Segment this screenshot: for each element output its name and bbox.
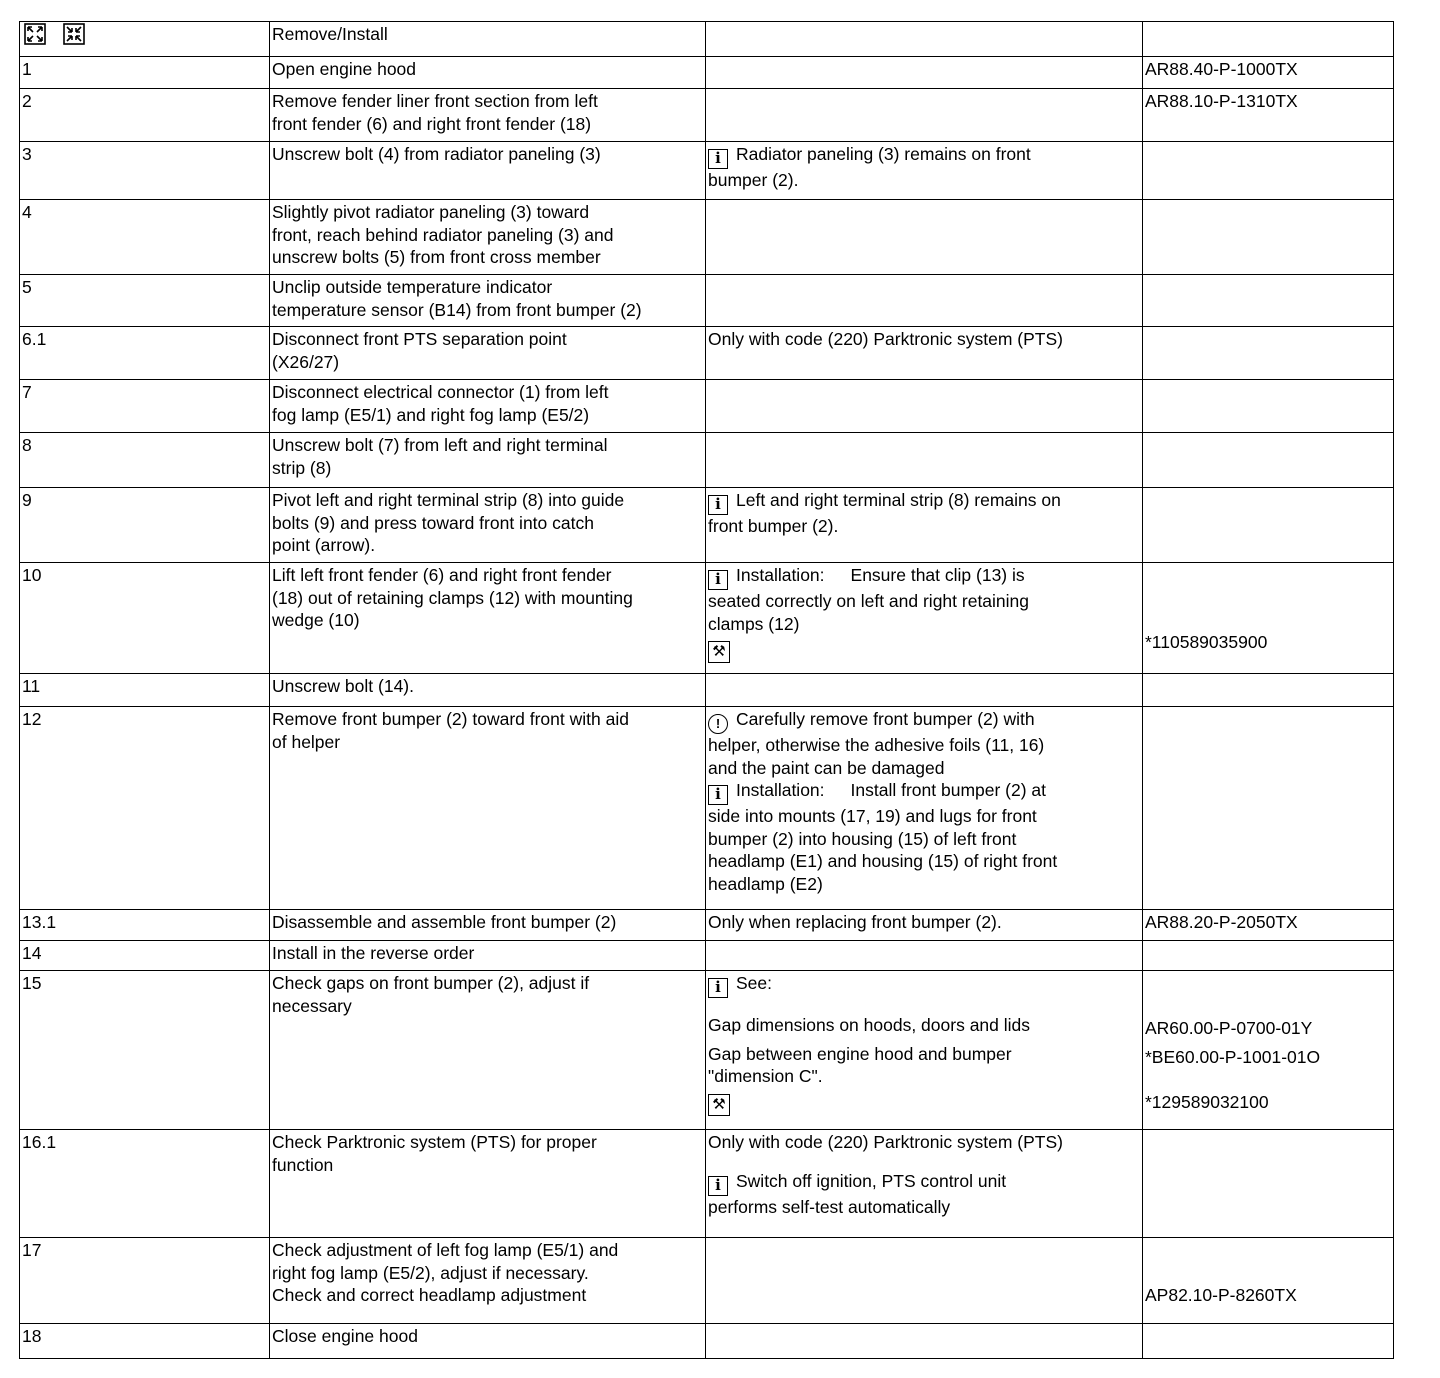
step-action: Unscrew bolt (14). (270, 674, 706, 707)
step-number: 14 (20, 941, 270, 971)
header-title: Remove/Install (270, 22, 706, 57)
info-icon: i (708, 570, 728, 590)
table-row (20, 1130, 1394, 1238)
step-action: Slightly pivot radiator paneling (3) toward front, reach behind radiator paneling (3) and unscrew bolts (5) from front cross member (270, 200, 706, 275)
step-number: 12 (20, 707, 270, 910)
tool-icon[interactable]: ⚒ (708, 641, 730, 663)
table-row (20, 971, 1394, 1130)
reference-link[interactable]: AP82.10-P-8260TX (1145, 1285, 1297, 1305)
step-action: Disconnect front PTS separation point (X26/27) (270, 327, 706, 380)
step-action: Unscrew bolt (7) from left and right terminal strip (8) (270, 433, 706, 488)
step-action: Check Parktronic system (PTS) for proper function (270, 1130, 706, 1238)
step-number: 7 (20, 380, 270, 433)
step-number: 5 (20, 275, 270, 327)
step-action: Close engine hood (270, 1324, 706, 1359)
step-note: Only with code (220) Parktronic system (PTS) i Switch off ignition, PTS control unit performs self-test automatically (706, 1130, 1143, 1238)
table-row (20, 707, 1394, 910)
step-action: Disconnect electrical connector (1) from left fog lamp (E5/1) and right fog lamp (E5/2) (270, 380, 706, 433)
table-row (20, 380, 1394, 433)
tool-reference (1143, 563, 1394, 674)
step-action: Pivot left and right terminal strip (8) into guide bolts (9) and press toward front into catch point (arrow). (270, 488, 706, 563)
step-number: 2 (20, 89, 270, 142)
table-row (20, 910, 1394, 941)
info-icon: i (708, 495, 728, 515)
step-note: i Installation: Ensure that clip (13) is seated correctly on left and right retaining clamps (12) ⚒ (706, 563, 1143, 674)
step-action: Remove front bumper (2) toward front with aid of helper (270, 707, 706, 910)
step-action: Lift left front fender (6) and right front fender (18) out of retaining clamps (12) with mounting wedge (10) (270, 563, 706, 674)
info-icon: i (708, 1176, 728, 1196)
table-row (20, 200, 1394, 275)
info-icon: i (708, 785, 728, 805)
step-number: 13.1 (20, 910, 270, 941)
table-row (20, 275, 1394, 327)
table-row (20, 1324, 1394, 1359)
step-number: 6.1 (20, 327, 270, 380)
tool-icon[interactable]: ⚒ (708, 1094, 730, 1116)
info-icon: i (708, 149, 728, 169)
step-number: 16.1 (20, 1130, 270, 1238)
step-note: i Left and right terminal strip (8) remains on front bumper (2). (706, 488, 1143, 563)
step-number: 10 (20, 563, 270, 674)
reference-link[interactable]: AR88.10-P-1310TX (1143, 89, 1394, 142)
table-row (20, 433, 1394, 488)
table-row (20, 1238, 1394, 1324)
table-row (20, 941, 1394, 971)
table-row (20, 674, 1394, 707)
step-number: 17 (20, 1238, 270, 1324)
step-action: Check gaps on front bumper (2), adjust if necessary (270, 971, 706, 1130)
step-number: 8 (20, 433, 270, 488)
reference-link[interactable]: AR88.20-P-2050TX (1143, 910, 1394, 941)
table-row (20, 57, 1394, 89)
step-action: Remove fender liner front section from left front fender (6) and right front fender (18) (270, 89, 706, 142)
table-row (20, 563, 1394, 674)
step-number: 4 (20, 200, 270, 275)
step-condition: Only with code (220) Parktronic system (PTS) (706, 327, 1143, 380)
expand-icon[interactable] (24, 23, 46, 45)
step-number: 15 (20, 971, 270, 1130)
step-condition: Only when replacing front bumper (2). (706, 910, 1143, 941)
step-note: i See: Gap dimensions on hoods, doors and lids Gap between engine hood and bumper "dimension C". ⚒ (706, 971, 1143, 1130)
reference-link[interactable]: AR88.40-P-1000TX (1143, 57, 1394, 89)
info-icon: i (708, 978, 728, 998)
table-row (20, 142, 1394, 200)
step-action: Unclip outside temperature indicator temperature sensor (B14) from front bumper (2) (270, 275, 706, 327)
table-row (20, 327, 1394, 380)
warning-icon: ! (708, 714, 728, 734)
step-number: 18 (20, 1324, 270, 1359)
tool-number-link[interactable]: *110589035900 (1145, 632, 1268, 652)
table-row (20, 488, 1394, 563)
step-action: Open engine hood (270, 57, 706, 89)
step-number: 1 (20, 57, 270, 89)
step-number: 11 (20, 674, 270, 707)
step-action: Unscrew bolt (4) from radiator paneling (3) (270, 142, 706, 200)
step-condition: Only with code (220) Parktronic system (PTS) (708, 1132, 1063, 1152)
header-icons (20, 22, 270, 57)
collapse-icon[interactable] (63, 23, 85, 45)
step-note: ! Carefully remove front bumper (2) with helper, otherwise the adhesive foils (11, 16) and the paint can be damaged i Installation: Install front bumper (2) at side into mounts (17, 19) and lugs for front bumper (2) into housing (15) of left front headlamp (E1) and housing (15) of right front headlamp (E2) (706, 707, 1143, 910)
step-note: i Radiator paneling (3) remains on front bumper (2). (706, 142, 1143, 200)
step-action: Check adjustment of left fog lamp (E5/1) and right fog lamp (E5/2), adjust if necessary. Check and correct headlamp adjustment (270, 1238, 706, 1324)
step-number: 3 (20, 142, 270, 200)
tool-number-link[interactable]: *129589032100 (1145, 1092, 1269, 1112)
step-number: 9 (20, 488, 270, 563)
step-action: Disassemble and assemble front bumper (2) (270, 910, 706, 941)
table-row (20, 89, 1394, 142)
reference-link[interactable]: *BE60.00-P-1001-01O (1145, 1046, 1321, 1067)
reference-link[interactable]: AR60.00-P-0700-01Y (1145, 1018, 1313, 1038)
see-references (1143, 971, 1394, 1130)
table-header-row (20, 22, 1394, 57)
procedure-table (19, 21, 1394, 1359)
step-action: Install in the reverse order (270, 941, 706, 971)
